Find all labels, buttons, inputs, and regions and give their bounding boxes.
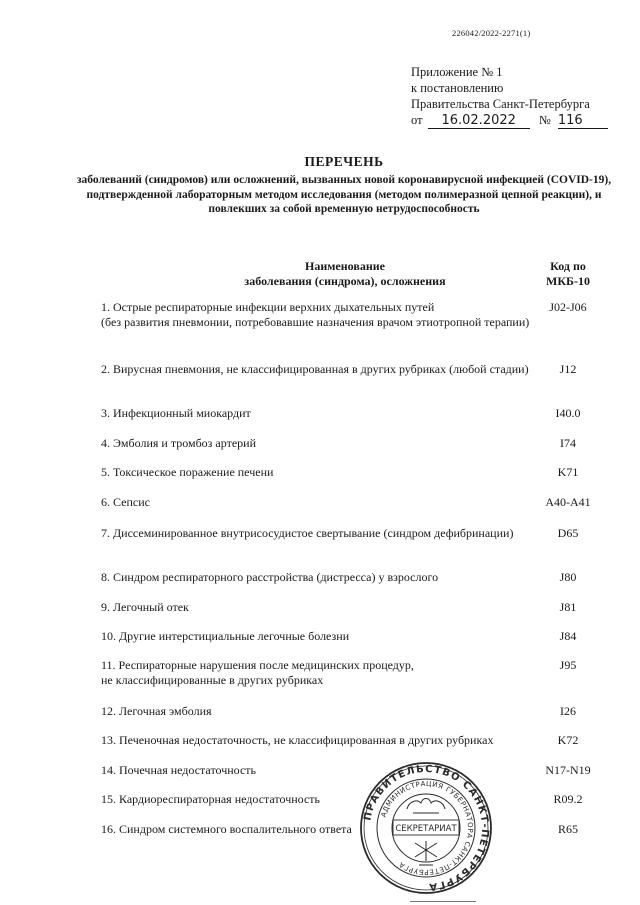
header-name-line-1: Наименование <box>305 259 385 273</box>
row-1-code: J02-J06 <box>549 300 587 314</box>
row-1-name-line-1: 1. Острые респираторные инфекции верхних дыхательных путей <box>101 300 435 314</box>
row-14-code: N17-N19 <box>545 763 591 777</box>
row-6-name: 6. Сепсис <box>101 495 150 509</box>
row-7-name: 7. Диссеминированное внутрисосудистое свертывание (синдром дефибринации) <box>101 526 514 540</box>
row-16-name: 16. Синдром системного воспалительного ответа <box>101 822 352 836</box>
row-5-name: 5. Токсическое поражение печени <box>101 465 274 479</box>
header-code-line-1: Код по <box>550 259 586 273</box>
bottom-edge-line <box>410 901 476 902</box>
from-label: от <box>411 113 423 127</box>
header-code-line-2: МКБ-10 <box>546 274 590 288</box>
row-8-name: 8. Синдром респираторного расстройства (дистресса) у взрослого <box>101 570 439 584</box>
row-10-code: J84 <box>559 629 577 643</box>
row-12-name: 12. Легочная эмболия <box>101 704 212 718</box>
row-13-code: K72 <box>557 733 579 747</box>
row-12-code: I26 <box>560 704 576 718</box>
seal-outer-text: ПРАВИТЕЛЬСТВО САНКТ-ПЕТЕРБУРГА <box>362 763 491 893</box>
row-3-name: 3. Инфекционный миокардит <box>101 406 251 420</box>
number-label: № <box>538 113 551 127</box>
row-9-name: 9. Легочный отек <box>101 600 189 614</box>
row-6-code: A40-A41 <box>545 495 591 509</box>
table-header-name <box>180 259 510 289</box>
annex-line-3: Правительства Санкт-Петербурга <box>411 97 590 111</box>
table-header-code <box>528 259 608 289</box>
seal-inner-text: АДМИНИСТРАЦИЯ ГУБЕРНАТОРА САНКТ-ПЕТЕРБУРГА <box>379 779 475 877</box>
row-4-name: 4. Эмболия и тромбоз артерий <box>101 436 256 450</box>
row-11-code: J95 <box>559 658 577 672</box>
title-heading: ПЕРЕЧЕНЬ <box>304 154 384 169</box>
official-seal <box>359 761 493 895</box>
resolution-number: 116 <box>558 114 608 129</box>
row-9-code: J81 <box>559 600 577 614</box>
row-11-name <box>101 658 531 688</box>
row-15-code: R09.2 <box>553 792 583 806</box>
row-13-name: 13. Печеночная недостаточность, не классифицированная в других рубриках <box>101 733 494 747</box>
header-name-line-2: заболевания (синдрома), осложнения <box>244 274 446 288</box>
row-14-name: 14. Почечная недостаточность <box>101 763 257 777</box>
document-title <box>70 154 618 217</box>
row-10-name: 10. Другие интерстициальные легочные болезни <box>101 629 350 643</box>
row-3-code: I40.0 <box>555 406 581 420</box>
row-5-code: K71 <box>557 465 579 479</box>
annex-date-line <box>411 112 608 129</box>
resolution-date: 16.02.2022 <box>428 114 530 129</box>
row-16-code: R65 <box>557 822 578 836</box>
row-7-code: D65 <box>557 526 579 540</box>
document-id: 226042/2022-2271(1) <box>452 28 531 38</box>
row-8-code: J80 <box>559 570 577 584</box>
annex-block <box>411 64 608 129</box>
row-15-name: 15. Кардиореспираторная недостаточность <box>101 792 321 806</box>
row-4-code: I74 <box>560 436 576 450</box>
seal-center-text: СЕКРЕТАРИАТ <box>395 824 457 834</box>
title-subtitle: заболеваний (синдромов) или осложнений, вызванных новой коронавирусной инфекцией (COVID-19), подтвержденной лабораторным методом исследования (методом полимеразной цепной реакции), и повлекших за собой временную нетрудоспособность <box>76 174 612 215</box>
row-11-name-line-1: 11. Респираторные нарушения после медицинских процедур, <box>101 658 414 672</box>
row-1-name <box>101 300 531 330</box>
row-1-name-line-2: (без развития пневмонии, потребовавшие назначения врачом этиотропной терапии) <box>101 315 530 329</box>
row-11-name-line-2: не классифицированные в других рубриках <box>101 673 324 687</box>
row-2-name: 2. Вирусная пневмония, не классифицированная в других рубриках (любой стадии) <box>101 362 529 376</box>
row-2-code: J12 <box>559 362 577 376</box>
annex-line-1: Приложение № 1 <box>411 65 503 79</box>
annex-line-2: к постановлению <box>411 81 504 95</box>
